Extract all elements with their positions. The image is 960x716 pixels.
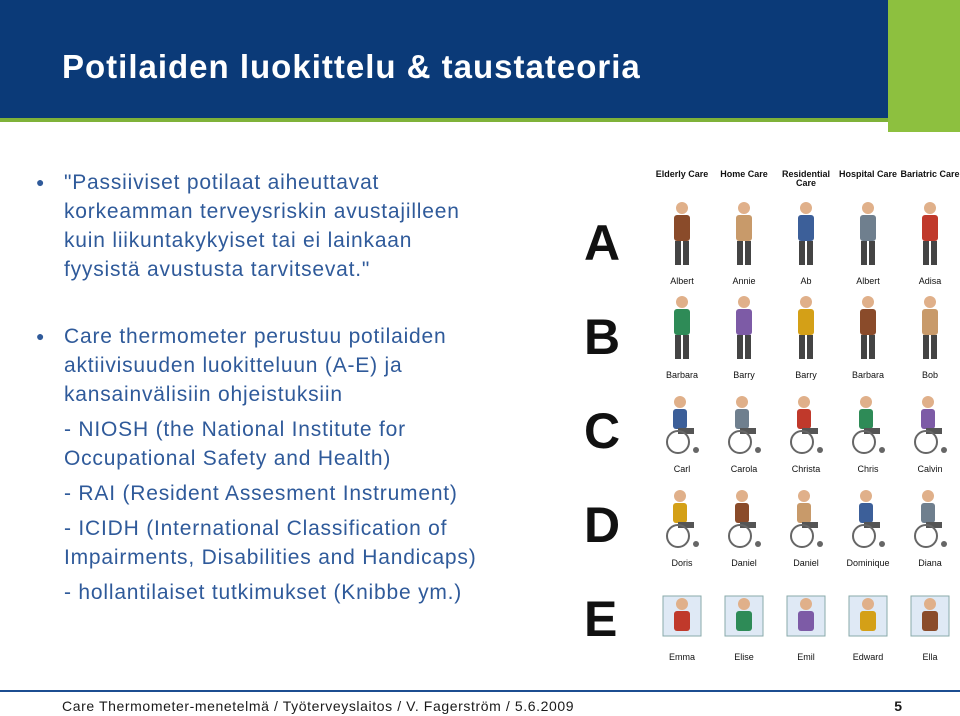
row-letter: A [584, 215, 621, 271]
patient-figure [714, 576, 774, 662]
bullet-1-line: fyysistä avustusta tarvitsevat." [64, 258, 371, 281]
person-standing-icon [848, 294, 888, 362]
slide-header [0, 0, 960, 132]
person-standing-icon [786, 200, 826, 268]
patient-name: Carola [730, 464, 758, 474]
person-wheelchair-icon [660, 482, 704, 550]
person-lying-icon [721, 576, 767, 644]
bullet-list [36, 168, 576, 607]
bullet-2-line: kansainvälisiin ohjeistuksiin [64, 383, 343, 406]
patient-name: Annie [732, 276, 756, 286]
bullet-dot-icon: ● [36, 328, 46, 344]
page-number: 5 [894, 698, 902, 714]
patient-name: Adisa [918, 276, 942, 286]
patient-figure [652, 482, 712, 568]
person-wheelchair-icon [722, 388, 766, 456]
figure-row [572, 290, 952, 382]
figure-row [572, 478, 952, 570]
figure-column-headers [652, 169, 960, 194]
person-standing-icon [910, 294, 950, 362]
patient-figure [838, 576, 898, 662]
patient-figure [652, 294, 712, 380]
person-lying-icon [783, 576, 829, 644]
patient-figure [652, 200, 712, 286]
patient-name: Daniel [731, 558, 757, 568]
row-letter: D [584, 497, 621, 553]
person-wheelchair-icon [908, 482, 952, 550]
figure-row [572, 384, 952, 476]
bullet-2-line: aktiivisuuden luokitteluun (A-E) ja [64, 354, 403, 377]
patient-figure [776, 576, 836, 662]
patient-name: Chris [857, 464, 879, 474]
person-standing-icon [662, 294, 702, 362]
person-standing-icon [724, 200, 764, 268]
patient-figure [776, 294, 836, 380]
footer-divider [0, 690, 960, 692]
figure-column-header: Hospital Care [838, 169, 898, 179]
person-standing-icon [910, 200, 950, 268]
slide-title: Potilaiden luokittelu & taustateoria [62, 48, 641, 85]
patient-name: Calvin [917, 464, 943, 474]
patient-name: Daniel [793, 558, 819, 568]
bullet-2-line: - hollantilaiset tutkimukset (Knibbe ym.) [64, 581, 463, 604]
header-accent [888, 0, 960, 132]
person-wheelchair-icon [722, 482, 766, 550]
patient-figure [652, 388, 712, 474]
patient-name: Albert [856, 276, 880, 286]
row-letter: C [584, 403, 621, 459]
bullet-1 [36, 168, 576, 284]
bullet-1-line: korkeamman terveysriskin avustajilleen [64, 200, 460, 223]
patient-figure [838, 294, 898, 380]
bullet-1-line: "Passiiviset potilaat aiheuttavat [64, 171, 380, 194]
bullet-2-line: Occupational Safety and Health) [64, 447, 392, 470]
figure-column-header: Bariatric Care [900, 169, 960, 179]
patient-figure [714, 294, 774, 380]
bullet-2-line: - RAI (Resident Assesment Instrument) [64, 482, 458, 505]
figure-row [572, 572, 952, 664]
person-lying-icon [845, 576, 891, 644]
person-wheelchair-icon [846, 388, 890, 456]
patient-figure [776, 200, 836, 286]
bullet-2 [36, 322, 576, 607]
footer-text: Care Thermometer-menetelmä / Työterveyslaitos / V. Fagerström / 5.6.2009 [62, 698, 575, 714]
patient-figure [838, 482, 898, 568]
patient-figure [838, 200, 898, 286]
bullet-dot-icon: ● [36, 174, 46, 190]
row-letter: E [584, 591, 618, 647]
patient-figure [900, 294, 960, 380]
patient-name: Ab [800, 276, 812, 286]
figure-column-header: Residential Care [781, 169, 830, 188]
person-standing-icon [662, 200, 702, 268]
patient-name: Christa [791, 464, 821, 474]
patient-name: Barbara [665, 370, 699, 380]
patient-figure [776, 388, 836, 474]
patient-name: Dominique [846, 558, 890, 568]
patient-figure [900, 388, 960, 474]
patient-figure [900, 576, 960, 662]
person-lying-icon [907, 576, 953, 644]
patient-name: Barbara [851, 370, 885, 380]
person-wheelchair-icon [784, 388, 828, 456]
patient-name: Diana [918, 558, 942, 568]
patient-name: Albert [670, 276, 694, 286]
patient-figure [652, 576, 712, 662]
person-wheelchair-icon [846, 482, 890, 550]
patient-name: Emma [668, 652, 695, 662]
person-wheelchair-icon [784, 482, 828, 550]
patient-figure [776, 482, 836, 568]
bullet-2-line: - ICIDH (International Classification of [64, 517, 448, 540]
figure-row [572, 196, 952, 288]
patient-name: Barry [795, 370, 817, 380]
person-standing-icon [786, 294, 826, 362]
patient-name: Barry [733, 370, 755, 380]
person-lying-icon [659, 576, 705, 644]
patient-name: Ella [922, 652, 938, 662]
patient-figure [714, 388, 774, 474]
care-thermometer-figure [572, 169, 960, 666]
bullet-2-line: Care thermometer perustuu potilaiden [64, 325, 447, 348]
patient-name: Doris [671, 558, 693, 568]
row-letter: B [584, 309, 621, 365]
patient-figure [714, 482, 774, 568]
patient-figure [714, 200, 774, 286]
person-wheelchair-icon [660, 388, 704, 456]
bullet-1-line: kuin liikuntakykyiset tai ei lainkaan [64, 229, 413, 252]
patient-name: Carl [673, 464, 691, 474]
bullet-2-line: - NIOSH (the National Institute for [64, 418, 406, 441]
bullet-2-line: Impairments, Disabilities and Handicaps) [64, 546, 477, 569]
person-standing-icon [724, 294, 764, 362]
patient-figure [838, 388, 898, 474]
patient-name: Edward [852, 652, 884, 662]
patient-figure [900, 200, 960, 286]
person-wheelchair-icon [908, 388, 952, 456]
figure-column-header: Elderly Care [655, 169, 709, 179]
person-standing-icon [848, 200, 888, 268]
patient-name: Elise [734, 652, 754, 662]
patient-name: Emil [797, 652, 815, 662]
patient-figure [900, 482, 960, 568]
figure-column-header: Home Care [720, 169, 768, 179]
patient-name: Bob [921, 370, 938, 380]
